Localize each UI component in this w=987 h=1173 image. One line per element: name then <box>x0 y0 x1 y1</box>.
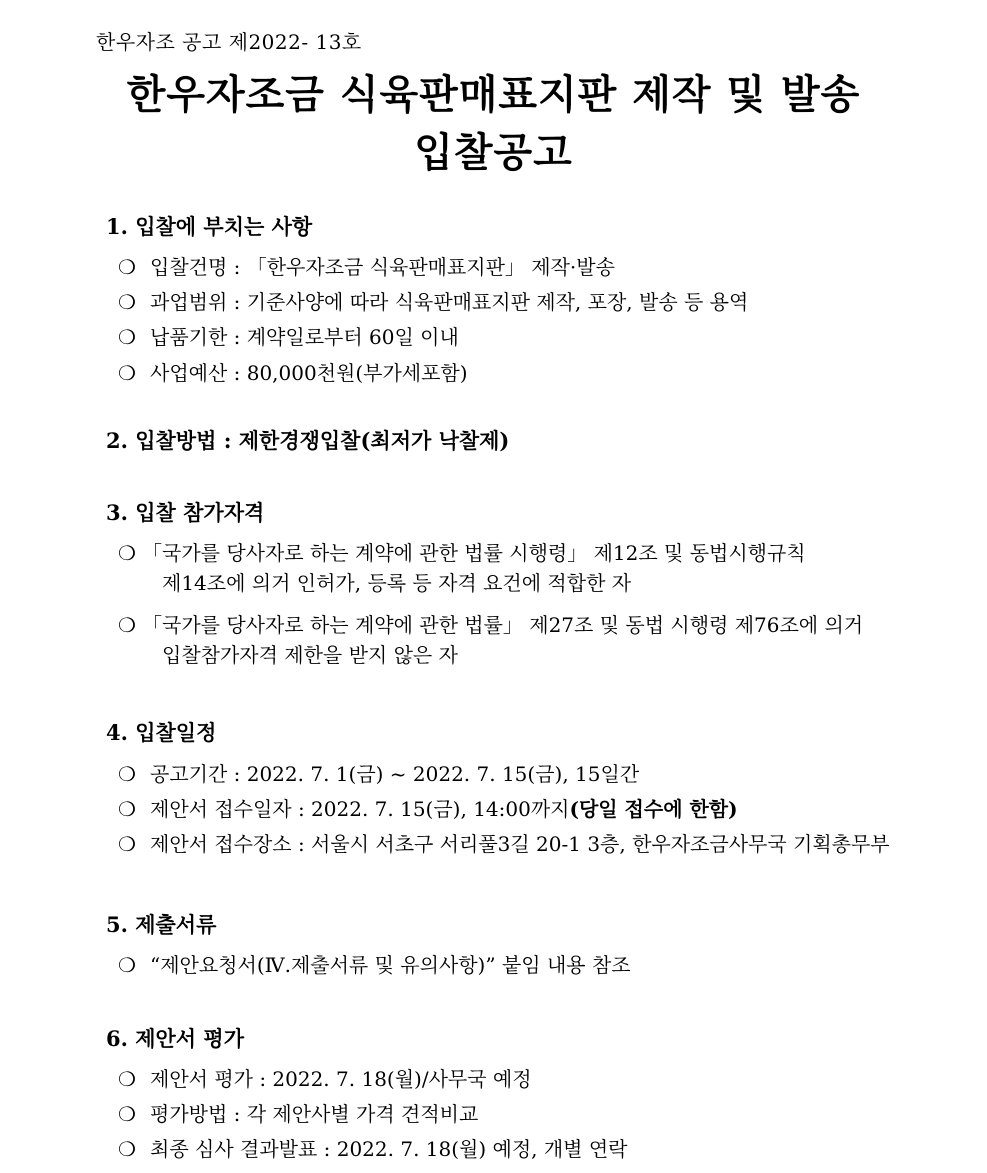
list-item: ❍ 사업예산 : 80,000천원(부가세포함) <box>118 358 908 388</box>
list-item: ❍ 평가방법 : 각 제안사별 가격 견적비교 <box>118 1099 908 1129</box>
bullet-circle-icon: ❍ <box>118 1067 136 1091</box>
bullet-circle-icon: ❍ <box>118 832 136 856</box>
list-item: ❍ 공고기간 : 2022. 7. 1(금) ~ 2022. 7. 15(금), 15일간 <box>118 759 908 789</box>
bullet-circle-icon: ❍ <box>118 762 136 786</box>
bullet-circle-icon: ❍ <box>118 797 136 821</box>
list-item: ❍ 제안서 평가 : 2022. 7. 18(월)/사무국 예정 <box>118 1064 908 1094</box>
bullet-circle-icon: ❍ <box>118 1137 136 1161</box>
list-item: ❍ 과업범위 : 기준사양에 따라 식육판매표지판 제작, 포장, 발송 등 용역 <box>118 287 908 317</box>
section-heading-4: 4. 입찰일정 <box>106 720 217 745</box>
document-title <box>0 66 987 182</box>
list-item: ❍ 입찰건명 : 「한우자조금 식육판매표지판」 제작·발송 <box>118 252 908 282</box>
list-item: ❍ “제안요청서(Ⅳ.제출서류 및 유의사항)” 붙임 내용 참조 <box>118 950 908 980</box>
bold-note: (당일 접수에 한함) <box>569 797 738 821</box>
list-item: ❍ 제안서 접수장소 : 서울시 서초구 서리풀3길 20-1 3층, 한우자조금사무국 기획총무부 <box>118 829 908 859</box>
section-heading-5: 5. 제출서류 <box>106 912 217 937</box>
title-line-1: 한우자조금 식육판매표지판 제작 및 발송 <box>126 72 861 118</box>
bullet-circle-icon: ❍ <box>118 953 136 977</box>
list-item-continuation: 입찰참가자격 제한을 받지 않은 자 <box>162 643 458 667</box>
section-heading-1: 1. 입찰에 부치는 사항 <box>106 214 313 239</box>
list-item: ❍ 제안서 접수일자 : 2022. 7. 15(금), 14:00까지(당일 접수에 한함) <box>118 794 908 824</box>
bullet-circle-icon: ❍ <box>118 290 136 314</box>
section-heading-6: 6. 제안서 평가 <box>106 1026 244 1051</box>
list-item-continuation: 제14조에 의거 인허가, 등록 등 자격 요건에 적합한 자 <box>162 571 632 595</box>
section-heading-2: 2. 입찰방법 : 제한경쟁입찰(최저가 낙찰제) <box>106 428 510 453</box>
list-item: ❍ 「국가를 당사자로 하는 계약에 관한 법률」 제27조 및 동법 시행령 제76조에 의거 입찰참가자격 제한을 받지 않은 자 <box>118 610 908 670</box>
bullet-circle-icon: ❍ <box>118 613 136 637</box>
list-item: ❍ 납품기한 : 계약일로부터 60일 이내 <box>118 322 908 352</box>
doc-number: 한우자조 공고 제2022- 13호 <box>96 30 362 54</box>
bullet-circle-icon: ❍ <box>118 1102 136 1126</box>
bullet-circle-icon: ❍ <box>118 361 136 385</box>
list-item: ❍ 「국가를 당사자로 하는 계약에 관한 법률 시행령」 제12조 및 동법시행규칙 제14조에 의거 인허가, 등록 등 자격 요건에 적합한 자 <box>118 538 908 598</box>
list-item: ❍ 최종 심사 결과발표 : 2022. 7. 18(월) 예정, 개별 연락 <box>118 1134 908 1164</box>
bullet-circle-icon: ❍ <box>118 255 136 279</box>
bullet-circle-icon: ❍ <box>118 325 136 349</box>
section-heading-3: 3. 입찰 참가자격 <box>106 500 265 525</box>
title-line-2: 입찰공고 <box>414 130 573 176</box>
bullet-circle-icon: ❍ <box>118 541 136 565</box>
